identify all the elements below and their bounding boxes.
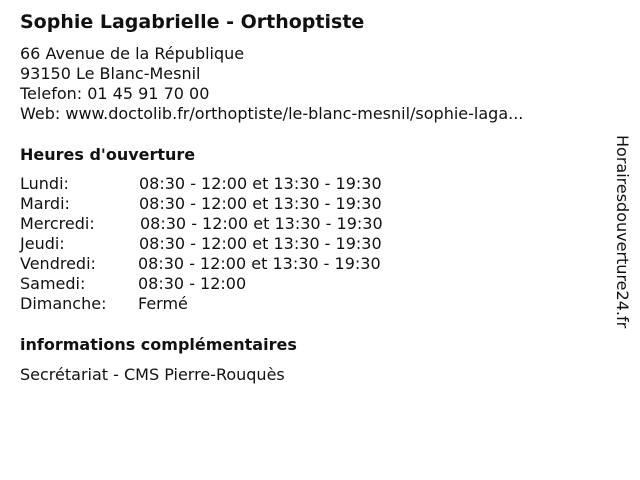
hours-day: Jeudi: [20,234,65,253]
hours-day: Lundi: [20,174,69,193]
business-contact [20,44,523,124]
hours-time: 08:30 - 12:00 et 13:30 - 19:30 [139,194,382,213]
hours-time: Fermé [138,294,188,313]
address-city: 93150 Le Blanc-Mesnil [20,64,201,83]
hours-day: Mardi: [20,194,70,213]
info-heading: informations complémentaires [20,335,297,354]
hours-time: 08:30 - 12:00 et 13:30 - 19:30 [139,234,382,253]
hours-day: Mercredi: [20,214,95,233]
hours-time: 08:30 - 12:00 et 13:30 - 19:30 [138,254,381,273]
site-watermark: Horairesdouverture24.fr [613,135,632,329]
hours-day: Samedi: [20,274,86,293]
business-title: Sophie Lagabrielle - Orthoptiste [20,11,365,33]
web-line: Web: www.doctolib.fr/orthoptiste/le-blanc-mesnil/sophie-laga... [20,104,524,123]
address-street: 66 Avenue de la République [20,44,245,63]
hours-time: 08:30 - 12:00 [138,274,247,293]
hours-day: Dimanche: [20,294,107,313]
hours-heading: Heures d'ouverture [20,145,196,164]
hours-time: 08:30 - 12:00 et 13:30 - 19:30 [140,214,383,233]
hours-day: Vendredi: [20,254,96,273]
hours-time: 08:30 - 12:00 et 13:30 - 19:30 [139,174,382,193]
info-text: Secrétariat - CMS Pierre-Rouquès [20,365,285,384]
phone-line: Telefon: 01 45 91 70 00 [20,84,210,103]
